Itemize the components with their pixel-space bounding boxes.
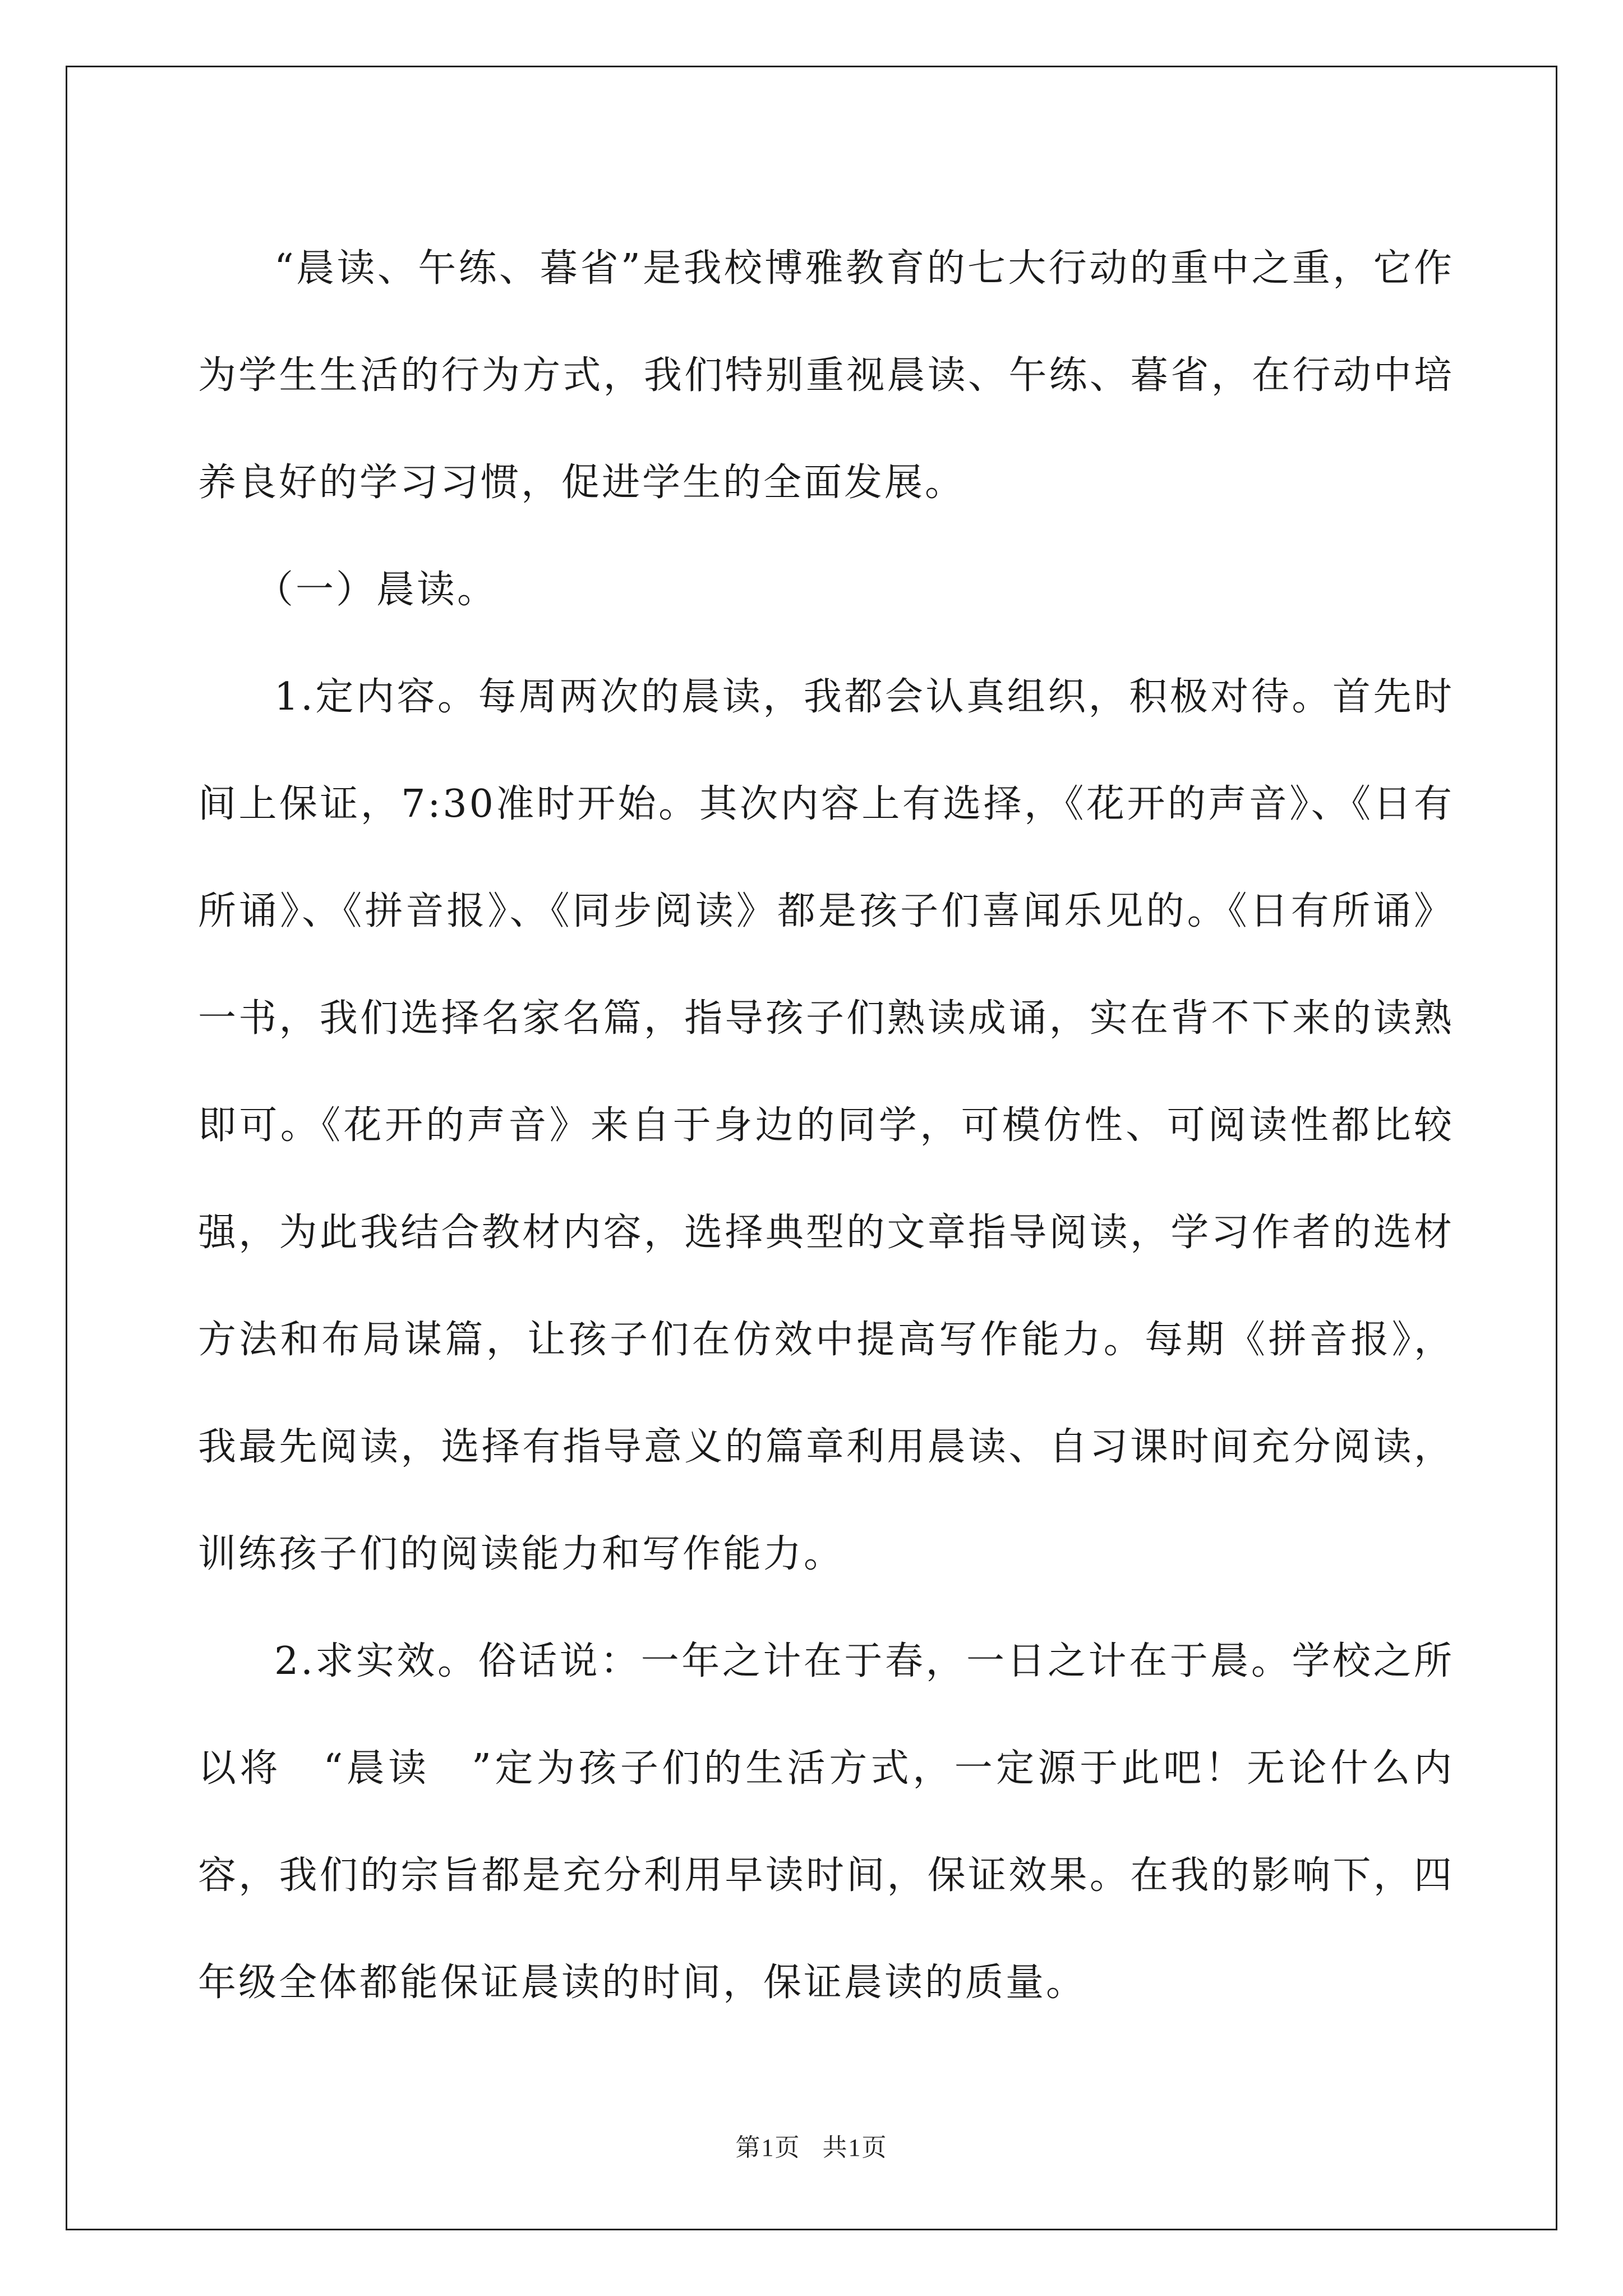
page-number: 第1页 [735, 2134, 801, 2161]
total-pages: 共1页 [822, 2134, 888, 2161]
section-heading-morning-reading: （一）晨读。 [255, 568, 498, 612]
paragraph-seek-results: 2.求实效。俗话说：一年之计在于春，一日之计在于晨。学校之所以将 “晨读 ”定为孩子们的生活方式，一定源于此吧！无论什么内容，我们的宗旨都是充分利用早读时间，保证效果。在我的影响下，四年级全体都能保证晨读的时间，保证晨读的质量。 [198, 1639, 1454, 2005]
document-body [198, 215, 1454, 2036]
page-footer [0, 2127, 1623, 2163]
paragraph-set-content: 1.定内容。每周两次的晨读，我都会认真组织，积极对待。首先时间上保证，7:30准时开始。其次内容上有选择，《花开的声音》、《日有所诵》、《拼音报》、《同步阅读》都是孩子们喜闻乐见的。《日有所诵》一书，我们选择名家名篇，指导孩子们熟读成诵，实在背不下来的读熟即可。《花开的声音》来自于身边的同学，可模仿性、可阅读性都比较强，为此我结合教材内容，选择典型的文章指导阅读，学习作者的选材方法和布局谋篇，让孩子们在仿效中提高写作能力。每期《拼音报》，我最先阅读，选择有指导意义的篇章利用晨读、自习课时间充分阅读，训练孩子们的阅读能力和写作能力。 [198, 675, 1454, 1576]
paragraph-intro: “晨读、午练、暮省”是我校博雅教育的七大行动的重中之重，它作为学生生活的行为方式，我们特别重视晨读、午练、暮省，在行动中培养良好的学习习惯，促进学生的全面发展。 [198, 246, 1454, 505]
